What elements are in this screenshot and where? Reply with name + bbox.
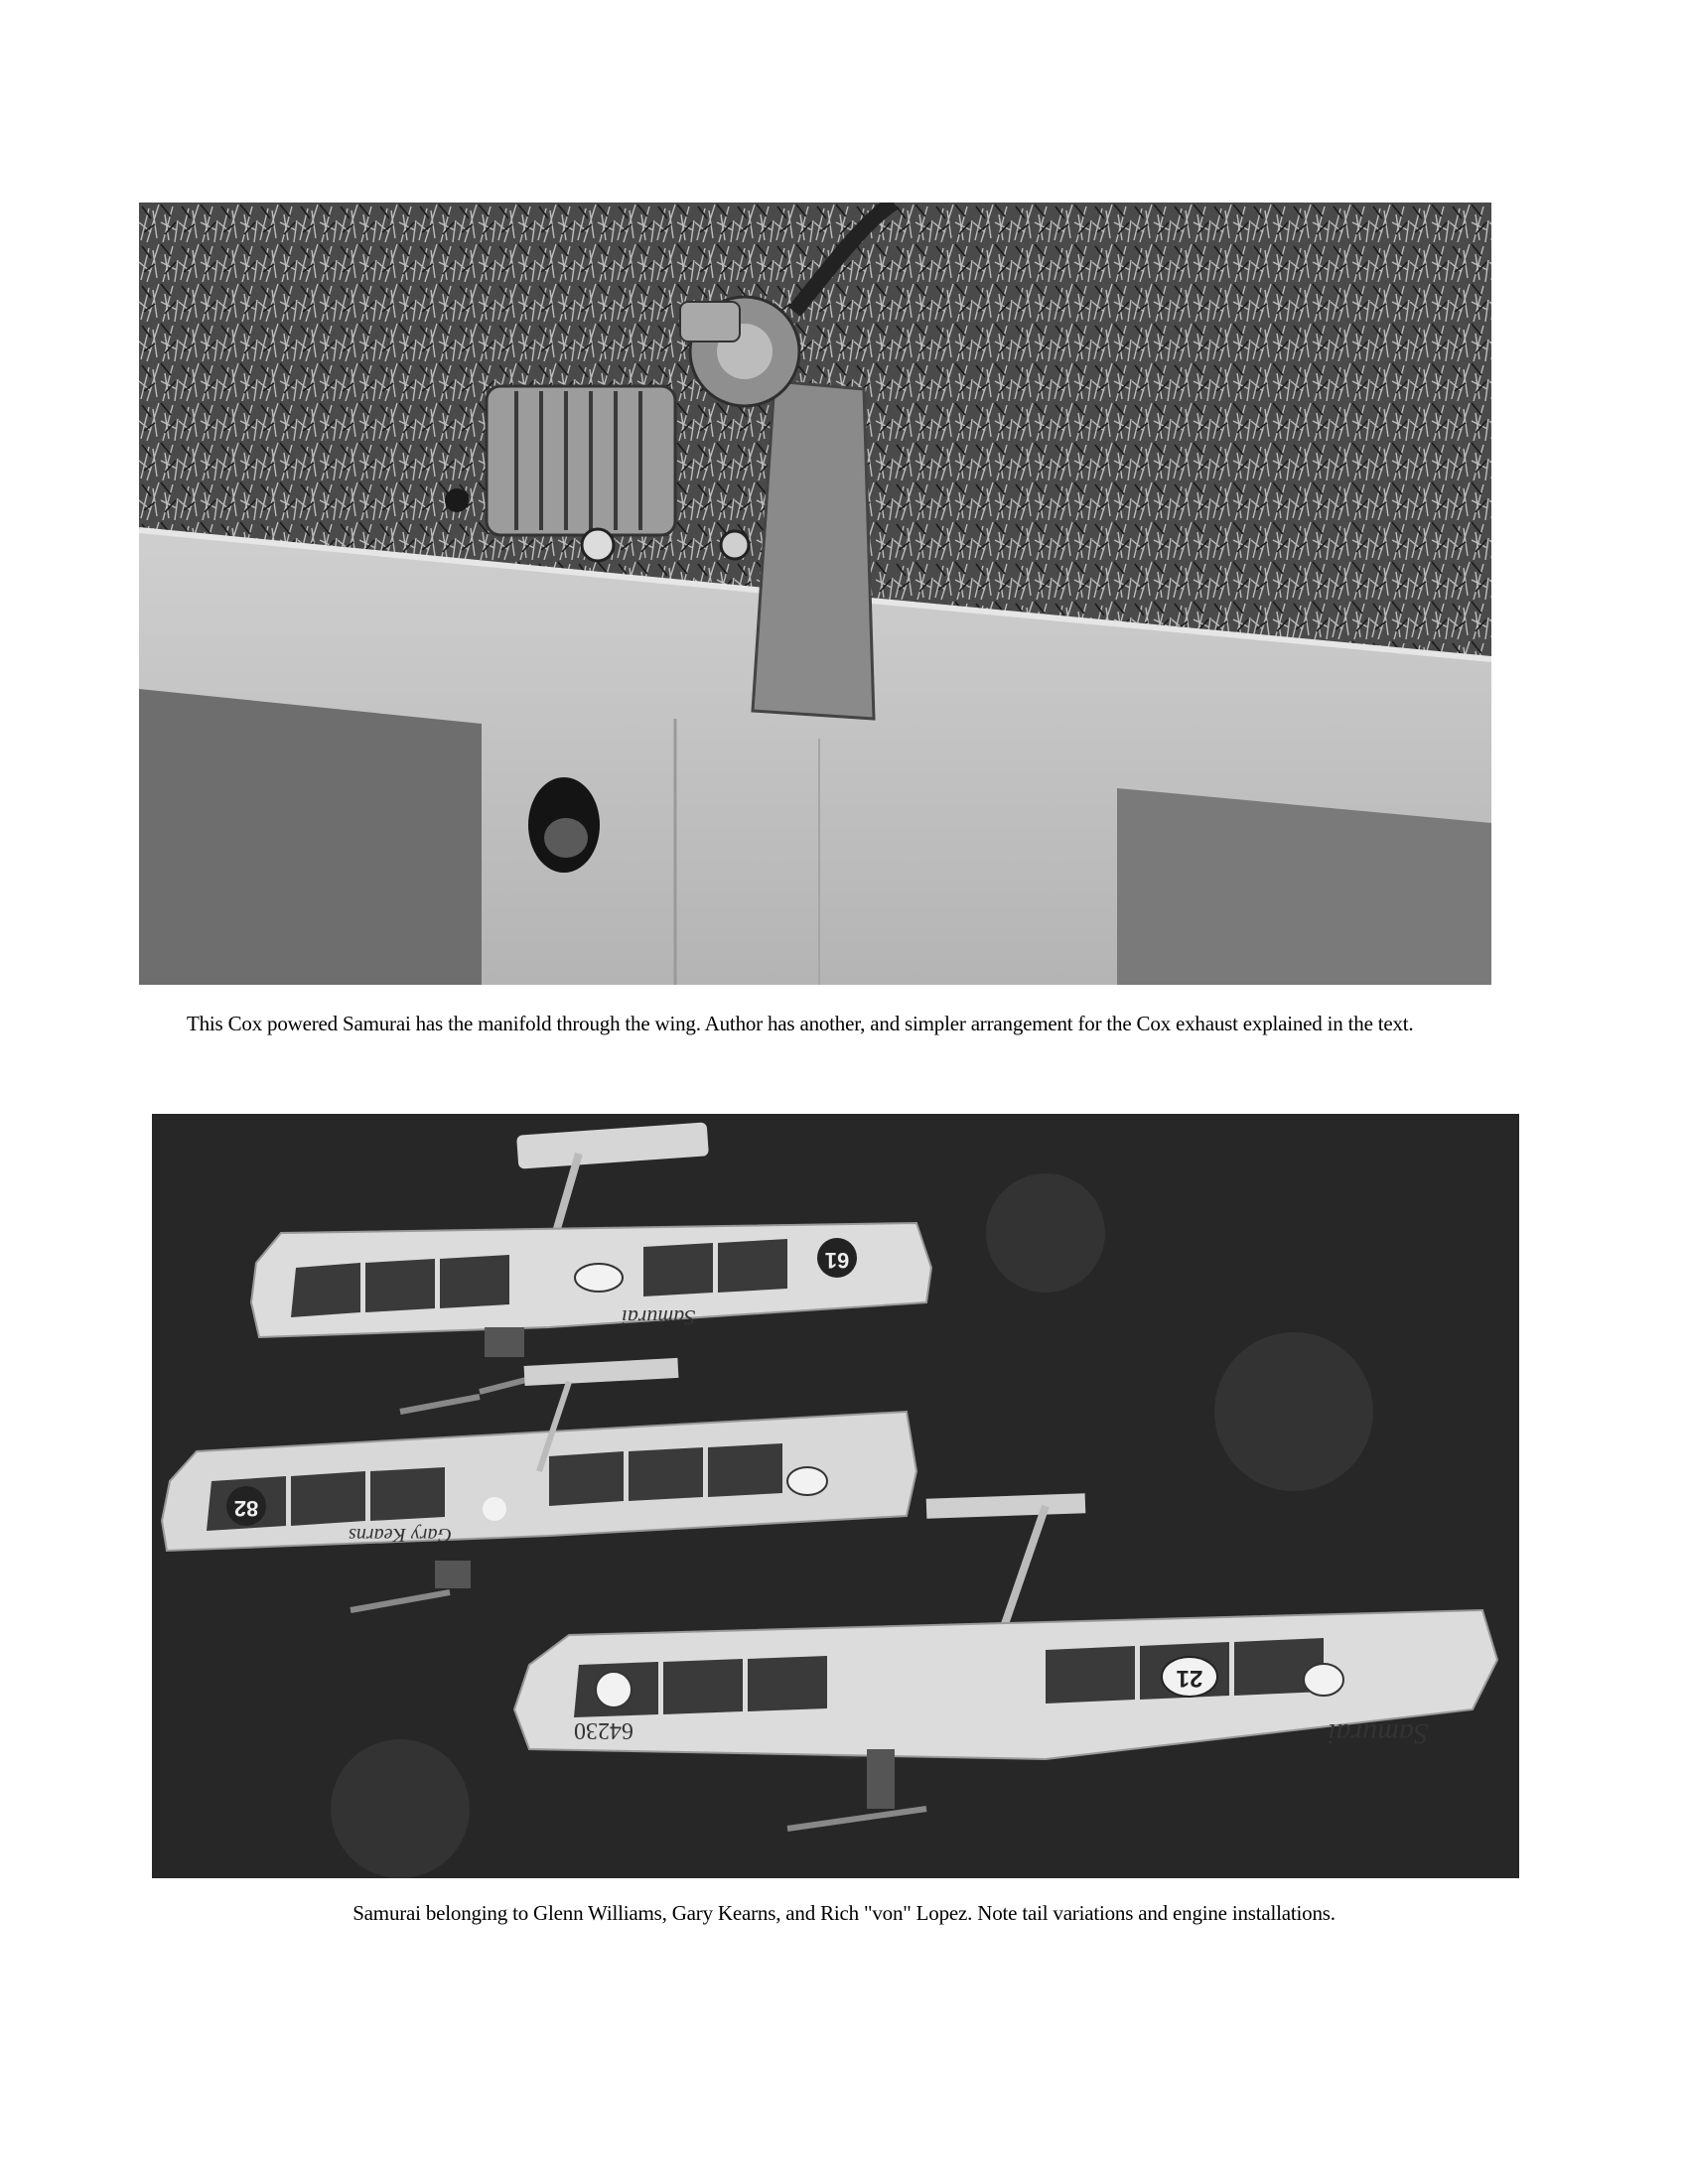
plane-1-name: Samurai <box>621 1305 696 1330</box>
figure-2-caption: Samurai belonging to Glenn Williams, Gary Kearns, and Rich "von" Lopez. Note tail variations and engine installations. <box>352 1901 1336 1925</box>
three-samurai-photo <box>152 1114 1519 1878</box>
plane-3-name: Samurai <box>1328 1717 1429 1750</box>
plane-3-number: 21 <box>1176 1665 1203 1692</box>
figure-1-caption: This Cox powered Samurai has the manifold through the wing. Author has another, and simpler arrangement for the Cox exhaust explained in the text. <box>187 1012 1414 1035</box>
plane-2-number: 82 <box>233 1496 259 1521</box>
plane-3-registration: 64230 <box>574 1717 633 1743</box>
engine-closeup-image <box>139 203 1491 985</box>
three-samurai-image <box>152 1114 1519 1878</box>
engine-closeup-photo <box>139 203 1491 985</box>
plane-2-name: Gary Kearns <box>349 1524 452 1546</box>
plane-1-number: 61 <box>824 1248 850 1273</box>
